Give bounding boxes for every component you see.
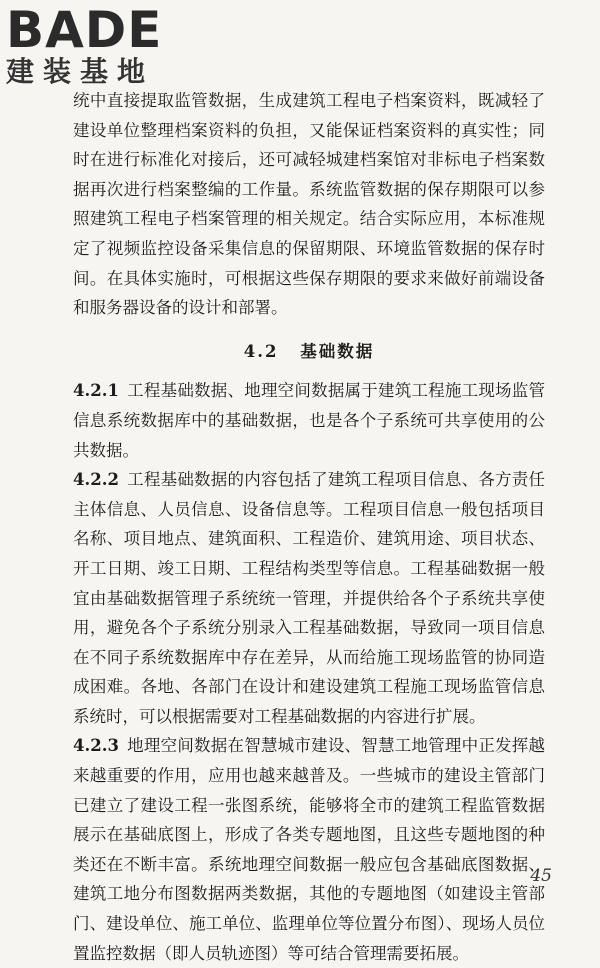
section-heading [73,337,545,367]
clause-paragraph [73,465,545,731]
section-number: 4.2 [243,341,279,361]
clause-text: 工程基础数据的内容包括了建筑工程项目信息、各方责任主体信息、人员信息、设备信息等。工程项目信息一般包括项目名称、项目地点、建筑面积、工程造价、建筑用途、项目状态、开工日期、竣工日期、工程结构类型等信息。工程基础数据一般宜由基础数据管理子系统统一管理，并提供给各个子系统共享使用，避免各个子系统分别录入工程基础数据，导致同一项目信息在不同子系统数据库中存在差异，从而给施工现场监管的协同造成困难。各地、各部门在设计和建设建筑工程施工现场监管信息系统时，可以根据需要对工程基础数据的内容进行扩展。 [73,470,545,726]
clause-text: 工程基础数据、地理空间数据属于建筑工程施工现场监管信息系统数据库中的基础数据，也是各个子系统可共享使用的公共数据。 [73,381,545,460]
clause-number: 4.2.1 [73,381,119,401]
clause-number: 4.2.2 [73,470,119,490]
intro-paragraph: 统中直接提取监管数据，生成建筑工程电子档案资料，既减轻了建设单位整理档案资料的负担，又能保证档案资料的真实性；同时在进行标准化对接后，还可减轻城建档案馆对非标电子档案数据再次进行档案整编的工作量。系统监管数据的保存期限可以参照建筑工程电子档案管理的相关规定。结合实际应用，本标准规定了视频监控设备采集信息的保留期限、环境监管数据的保存时间。在具体实施时，可根据这些保存期限的要求来做好前端设备和服务器设备的设计和部署。 [73,91,545,318]
page-number: 45 [530,866,552,886]
logo-subtitle: 建装基地 [6,55,155,88]
clause-text: 地理空间数据在智慧城市建设、智慧工地管理中正发挥越来越重要的作用，应用也越来越普及。一些城市的建设主管部门已建立了建设工程一张图系统，能够将全市的建筑工程监管数据展示在基础底图上，形成了各类专题地图，且这些专题地图的种类还在不断丰富。系统地理空间数据一般应包含基础底图数据、建筑工地分布图数据两类数据，其他的专题地图（如建设主管部门、建设单位、施工单位、监理单位等位置分布图）、现场人员位置监控数据（即人员轨迹图）等可结合管理需要拓展。 [73,736,545,963]
clause-number: 4.2.3 [73,736,119,756]
logo-brand: BADE [6,1,163,59]
section-title: 基础数据 [300,341,375,361]
clause-paragraph [73,731,545,968]
document-body [73,86,545,968]
watermark-logo [6,1,181,88]
clause-paragraph [73,376,545,465]
